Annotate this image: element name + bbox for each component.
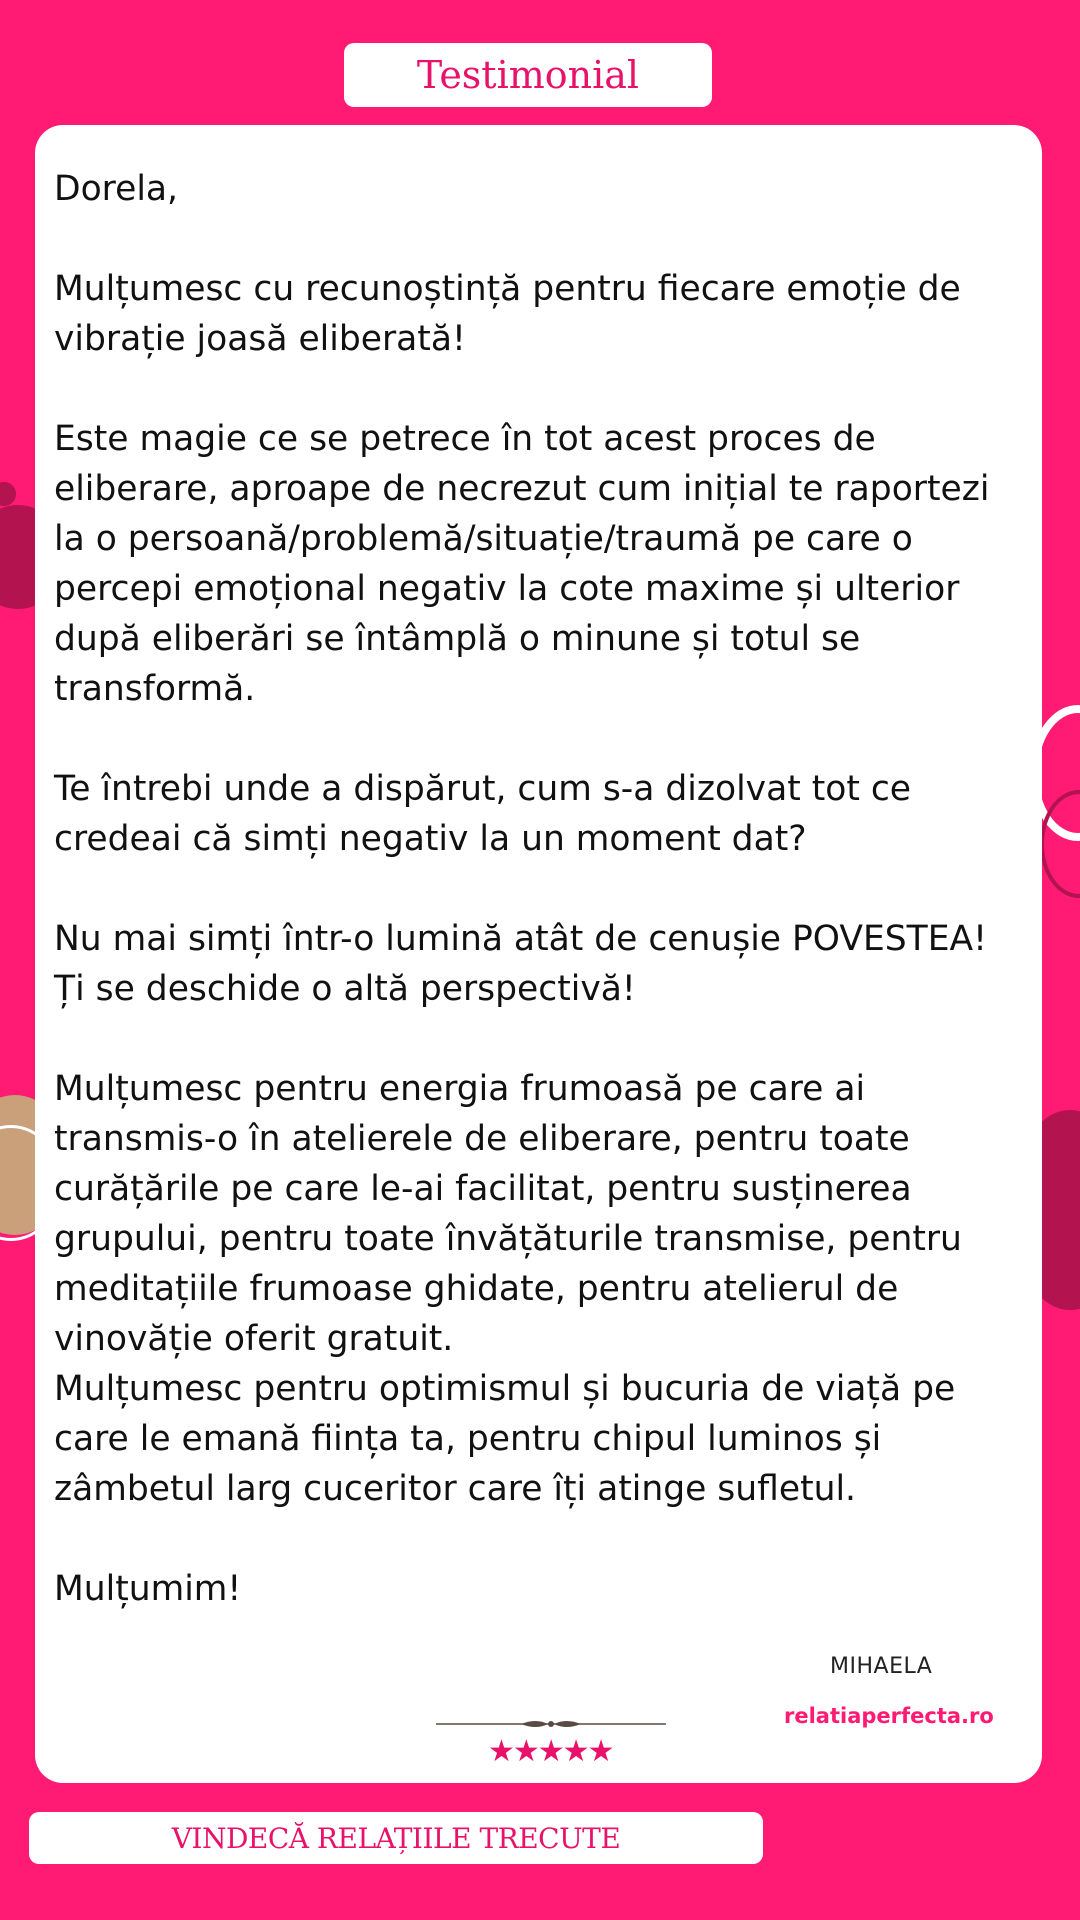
bottom-banner-text: VINDECĂ RELAȚIILE TRECUTE bbox=[171, 1821, 621, 1855]
website-link[interactable]: relatiaperfecta.ro bbox=[784, 1704, 994, 1728]
bottom-banner bbox=[29, 1812, 763, 1864]
decor-circle-left-dot bbox=[0, 482, 16, 506]
rating-stars: ★★★★★ bbox=[488, 1734, 613, 1769]
testimonial-text: Dorela, Mulțumesc cu recunoștință pentru fiecare emoție de vibrație joasă eliberată! Este magie ce se petrece în tot acest proces de eliberare, aproape de necrezut cum inițial te raportezi la o persoană/problemă/situație/traumă pe care o percepi emoțional negativ la cote maxime și ulterior după eliberări se întâmplă o minune și totul se transformă. Te întrebi unde a dispărut, cum s-a dizolvat tot ce credeai că simți negativ la un moment dat? Nu mai simți într-o lumină atât de cenușie POVESTEA! Ți se deschide o altă perspectivă! Mulțumesc pentru energia frumoasă pe care ai transmis-o în atelierele de eliberare, pentru toate curățările pe care le-ai facilitat, pentru susținerea grupului, pentru toate învățăturile transmise, pentru meditațiile frumoase ghidate, pentru atelierul de vinovăție oferit gratuit. Mulțumesc pentru optimismul și bucuria de viață pe care le emană ființa ta, pentru chipul luminos și zâmbetul larg cuceritor care îți atinge sufletul. Mulțumim! bbox=[54, 169, 990, 1609]
page-title: Testimonial bbox=[416, 53, 640, 97]
ornament-divider bbox=[436, 1717, 666, 1731]
signer-name: MIHAELA bbox=[830, 1654, 933, 1679]
title-pill bbox=[344, 43, 712, 107]
